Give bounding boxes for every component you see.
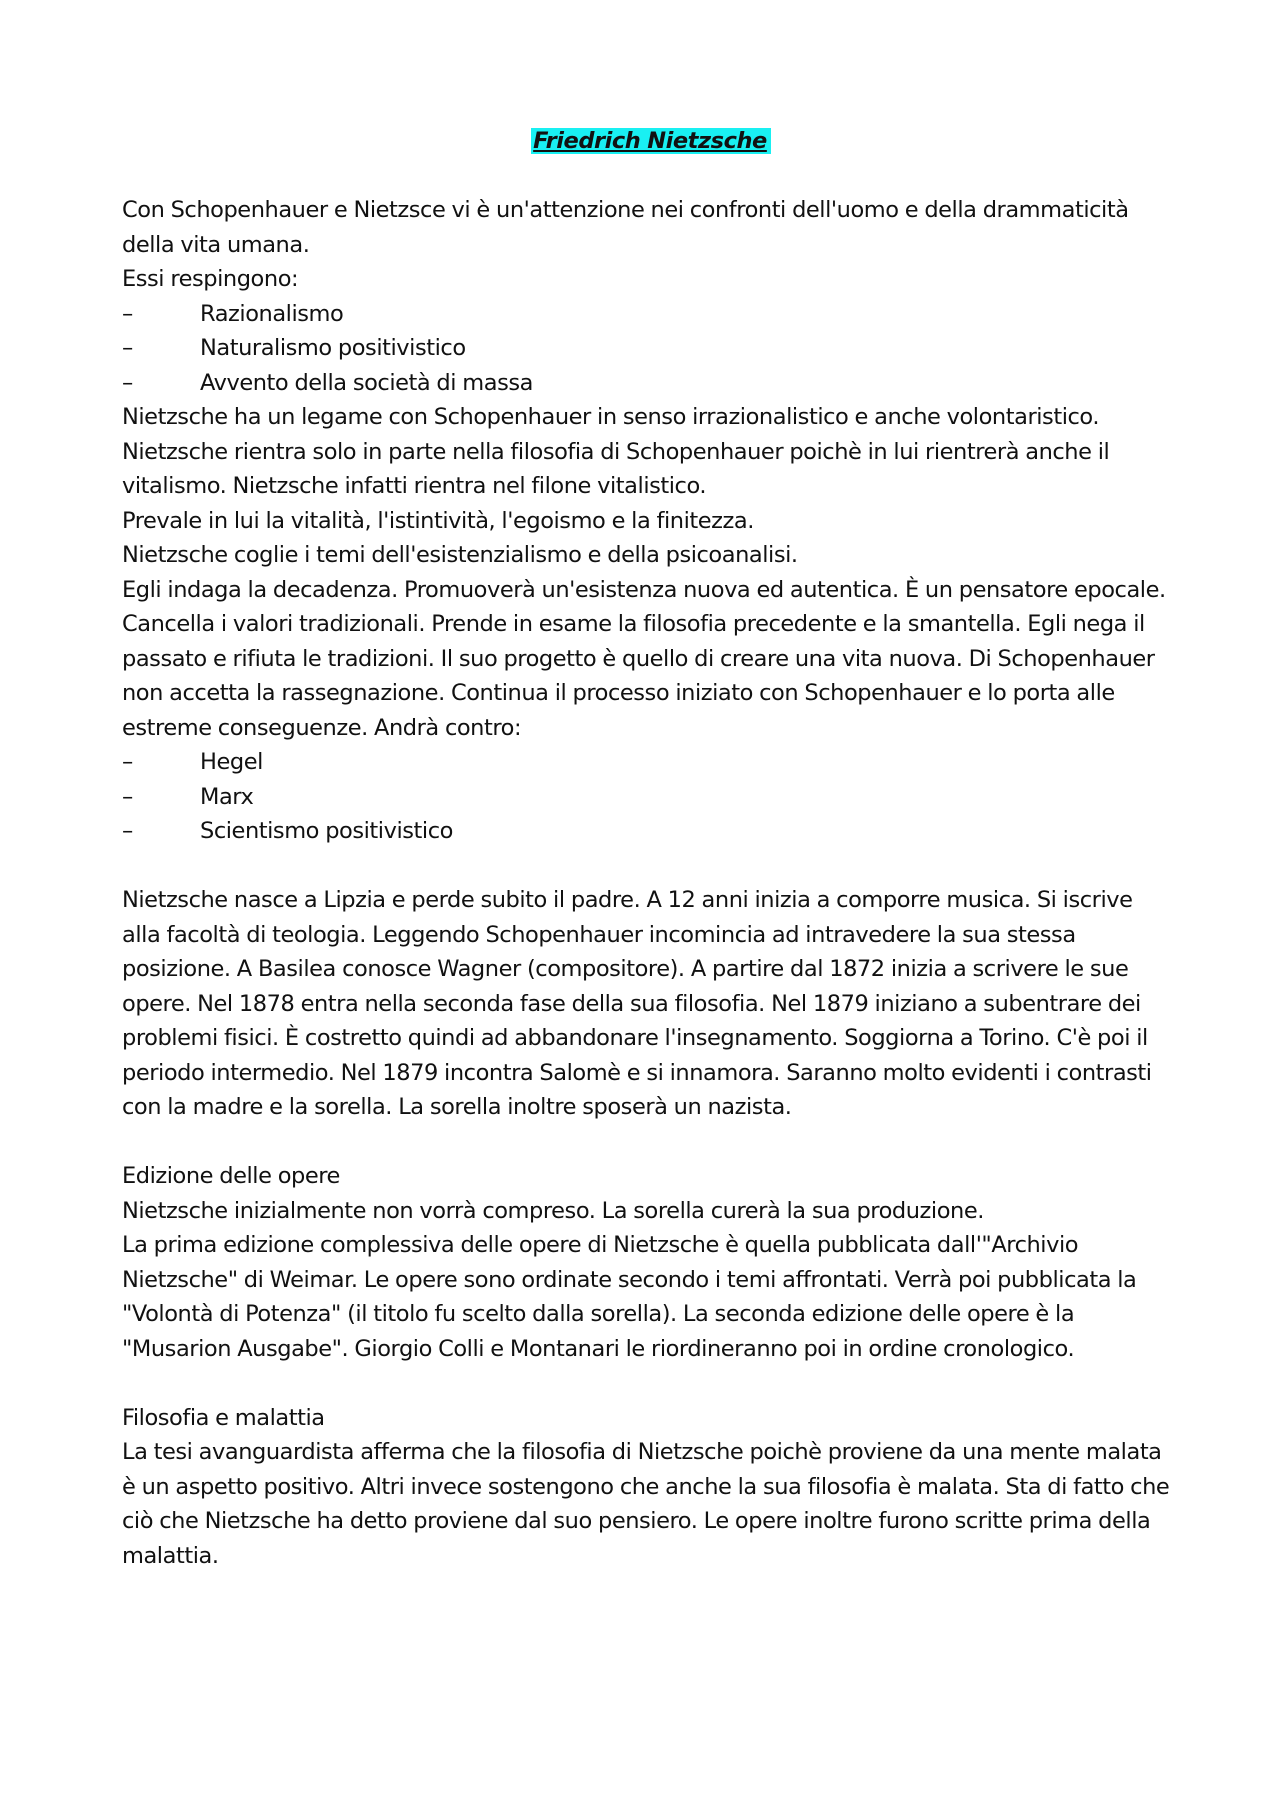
dash-bullet: – xyxy=(122,818,133,844)
paragraph: La tesi avanguardista afferma che la filosofia di Nietzsche poichè proviene da una mente malata è un aspetto positivo. Altri invece sostengono che anche la sua filosofia è malata. Sta di fatto che ciò che Nietzsche ha detto proviene dal suo pensiero. Le opere inoltre furono scritte prima della malattia. xyxy=(122,1439,1170,1569)
paragraph: Nietzsche coglie i temi dell'esistenzialismo e della psicoanalisi. xyxy=(122,542,798,568)
section-heading-editions: Edizione delle opere xyxy=(122,1163,340,1189)
paragraph: Egli indaga la decadenza. Promuoverà un'esistenza nuova ed autentica. È un pensatore epocale. Cancella i valori tradizionali. Prende in esame la filosofia precedente e la smantella. Egli nega il passato e rifiuta le tradizioni. Il suo progetto è quello di creare una vita nuova. Di Schopenhauer non accetta la rassegnazione. Continua il processo iniziato con Schopenhauer e lo porta alle estreme conseguenze. Andrà contro: xyxy=(122,576,1166,741)
list-item: – Marx xyxy=(122,780,1172,815)
document-body xyxy=(122,124,1172,1573)
spacer xyxy=(122,1125,1172,1160)
spacer xyxy=(122,849,1172,884)
rejected-list xyxy=(122,297,1172,401)
paragraph: Nietzsche inizialmente non vorrà compreso. La sorella curerà la sua produzione. xyxy=(122,1197,984,1224)
dash-bullet: – xyxy=(122,783,133,810)
opposed-list xyxy=(122,745,1172,849)
intro-paragraph: Con Schopenhauer e Nietzsce vi è un'attenzione nei confronti dell'uomo e della drammaticità della vita umana. xyxy=(122,197,1129,258)
title-block xyxy=(122,124,1172,159)
list-item: – Naturalismo positivistico xyxy=(122,331,1172,366)
dash-bullet: – xyxy=(122,300,133,327)
spacer xyxy=(122,1366,1172,1401)
dash-bullet: – xyxy=(122,369,133,396)
biography-paragraph: Nietzsche nasce a Lipzia e perde subito il padre. A 12 anni inizia a comporre musica. Si iscrive alla facoltà di teologia. Leggendo Schopenhauer incomincia ad intravedere la sua stessa posizione. A Basilea conosce Wagner (compositore). A partire dal 1872 inizia a scrivere le sue opere. Nel 1878 entra nella seconda fase della sua filosofia. Nel 1879 iniziano a subentrare dei problemi fisici. È costretto quindi ad abbandonare l'insegnamento. Soggiorna a Torino. C'è poi il periodo intermedio. Nel 1879 incontra Salomè e si innamora. Saranno molto evidenti i contrasti con la madre e la sorella. La sorella inoltre sposerà un nazista. xyxy=(122,887,1152,1120)
paragraph: Nietzsche ha un legame con Schopenhauer in senso irrazionalistico e anche volontaristico. Nietzsche rientra solo in parte nella filosofia di Schopenhauer poichè in lui rientrerà anche il vitalismo. Nietzsche infatti rientra nel filone vitalistico. xyxy=(122,404,1110,499)
dash-bullet: – xyxy=(122,749,133,775)
document-title: Friedrich Nietzsche xyxy=(531,128,771,154)
list-item: – Scientismo positivistico xyxy=(122,814,1172,849)
section-heading-illness: Filosofia e malattia xyxy=(122,1404,325,1431)
paragraph: La prima edizione complessiva delle opere di Nietzsche è quella pubblicata dall'"Archivio Nietzsche" di Weimar. Le opere sono ordinate secondo i temi affrontati. Verrà poi pubblicata la "Volontà di Potenza" (il titolo fu scelto dalla sorella). La seconda edizione delle opere è la "Musarion Ausgabe". Giorgio Colli e Montanari le riordineranno poi in ordine cronologico. xyxy=(122,1232,1137,1362)
dash-bullet: – xyxy=(122,335,133,361)
list-item: – Razionalismo xyxy=(122,297,1172,332)
paragraph: Prevale in lui la vitalità, l'istintività, l'egoismo e la finitezza. xyxy=(122,507,754,534)
list-item: – Hegel xyxy=(122,745,1172,780)
intro-lead: Essi respingono: xyxy=(122,266,299,292)
list-item: – Avvento della società di massa xyxy=(122,366,1172,401)
